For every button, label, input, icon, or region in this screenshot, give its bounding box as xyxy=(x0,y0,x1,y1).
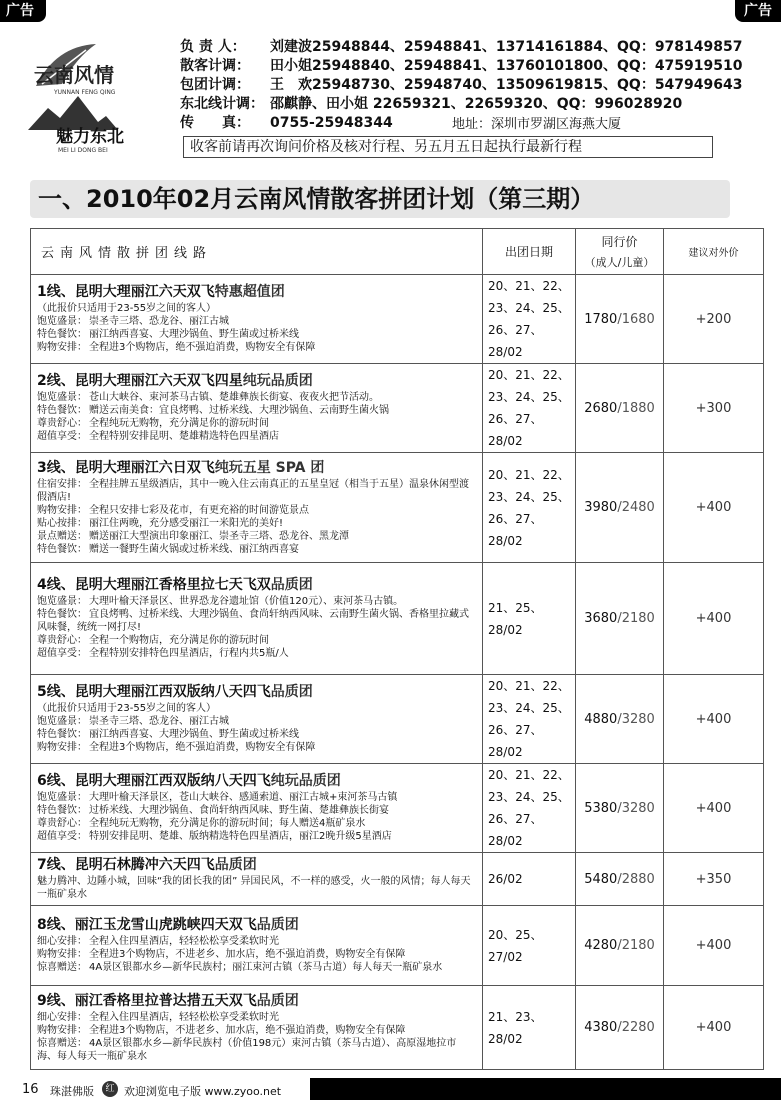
company-logo xyxy=(26,38,166,154)
contact-row-group: 包团计调： 王 欢25948730、25948740、13509619815、QQ：547949643 xyxy=(180,77,743,93)
route-title: 5线、昆明大理丽江西双版纳八天四飞品质团 xyxy=(37,684,313,700)
address: 地址：深圳市罗湖区海燕大厦 xyxy=(452,117,622,132)
route-detail-line: 景点赠送： 赠送丽江大型演出印象丽江、崇圣寺三塔、恐龙谷、黑龙潭 xyxy=(37,530,349,542)
trade-price: 5480/2880 xyxy=(576,853,664,906)
trade-price: 2680/1880 xyxy=(576,364,664,453)
route-title: 6线、昆明大理丽江西双版纳八天四飞纯玩品质团 xyxy=(37,773,341,789)
route-cell xyxy=(31,906,483,986)
route-detail-line: 特色餐饮： 赠送云南美食：宜良烤鸭、过桥米线、大理沙锅鱼、云南野生菌火锅 xyxy=(37,405,389,416)
departure-dates: 21、23、28/02 xyxy=(483,986,576,1070)
route-detail-line: 住宿安排： 全程挂牌五星级酒店，其中一晚入住云南真正的五星皇冠（相当于五星）温泉休闲型渡假酒店! xyxy=(37,478,469,503)
footer-bar xyxy=(310,1078,781,1100)
route-cell xyxy=(31,853,483,906)
route-detail-line: 细心安排： 全程入住四星酒店，轻轻松松享受柔软时光 xyxy=(37,1011,279,1023)
route-detail-line: 购物安排： 全程只安排七彩及花市，有更充裕的时间游览景点 xyxy=(37,504,309,516)
route-cell xyxy=(31,675,483,764)
departure-dates: 26/02 xyxy=(483,853,576,906)
suggested-markup: +350 xyxy=(664,853,764,906)
table-row xyxy=(31,364,764,453)
route-detail-line: 饱览盛景： 苍山大峡谷、束河茶马古镇、楚雄彝族长街宴、夜夜火把节活动。 xyxy=(37,392,379,403)
contact-row-fax: 传 真： 0755-25948344 xyxy=(180,115,393,131)
route-title: 3线、昆明大理丽江六日双飞纯玩五星 SPA 团 xyxy=(37,459,325,476)
table-row xyxy=(31,675,764,764)
route-note: （此报价只适用于23-55岁之间的客人） xyxy=(37,303,217,314)
departure-dates: 20、25、27/02 xyxy=(483,906,576,986)
route-detail-line: 尊贵舒心： 全程纯玩无购物，充分满足你的游玩时间 xyxy=(37,418,269,429)
footer-brand: 珠湛佛版 xyxy=(50,1085,94,1098)
contact-row-northeast: 东北线计调： 邵麒静、田小姐 22659321、22659320、QQ：996028920 xyxy=(180,96,683,112)
main-title: 一、2010年02月云南风情散客拼团计划（第三期） xyxy=(30,180,730,218)
header-route: 云南风情散拼团线路 xyxy=(31,229,483,275)
route-detail-line: 购物安排： 全程进3个购物店，绝不强迫消费，购物安全有保障 xyxy=(37,742,316,753)
route-detail-line: 惊喜赠送： 4A景区银都水乡—新华民族村（价值198元）束河古镇（茶马古道）、高原湿地拉市海、每人每天一瓶矿泉水 xyxy=(37,1037,457,1062)
suggested-markup: +400 xyxy=(664,453,764,563)
route-detail-line: 尊贵舒心： 全程一个购物店，充分满足你的游玩时间 xyxy=(37,635,269,646)
route-cell xyxy=(31,764,483,853)
table-row xyxy=(31,906,764,986)
route-title: 1线、昆明大理丽江六天双飞特惠超值团 xyxy=(37,284,285,300)
suggested-markup: +200 xyxy=(664,275,764,364)
table-row xyxy=(31,563,764,675)
route-detail-line: 饱览盛景： 大理叶榆天泽景区、世界恐龙谷遗址馆（价值120元）、束河茶马古镇。 xyxy=(37,596,404,607)
logo-graphic xyxy=(26,38,166,154)
contact-row-individual: 散客计调： 田小姐25948840、25948841、13760101800、QQ：475919510 xyxy=(180,58,743,74)
route-detail-line: 尊贵舒心： 全程纯玩无购物，充分满足你的游玩时间；每人赠送4瓶矿泉水 xyxy=(37,818,366,829)
trade-price: 4280/2180 xyxy=(576,906,664,986)
route-detail-line: 惊喜赠送： 4A景区银都水乡—新华民族村；丽江束河古镇（茶马古道）每人每天一瓶矿泉水 xyxy=(37,962,443,973)
route-detail-line: 特色餐饮： 过桥米线、大理沙锅鱼、食尚轩纳西风味、野生菌、楚雄彝族长街宴 xyxy=(37,805,389,816)
route-title: 7线、昆明石林腾冲六天四飞品质团 xyxy=(37,857,257,873)
trade-price: 5380/3280 xyxy=(576,764,664,853)
table-header-row xyxy=(31,229,764,275)
departure-dates: 21、25、28/02 xyxy=(483,563,576,675)
header-price: 同行价 （成人/儿童） xyxy=(576,229,664,275)
route-detail-line: 购物安排： 全程进3个购物店，不进老乡、加水店，绝不强迫消费，购物安全有保障 xyxy=(37,1024,406,1036)
route-detail-line: 饱览盛景： 崇圣寺三塔、恐龙谷、丽江古城 xyxy=(37,716,229,727)
trade-price: 4880/3280 xyxy=(576,675,664,764)
route-note: （此报价只适用于23-55岁之间的客人） xyxy=(37,703,217,714)
route-detail-line: 特色餐饮： 赠送一餐野生菌火锅或过桥米线、丽江纳西喜宴 xyxy=(37,543,299,555)
logo-brand: 云南风情 xyxy=(34,63,114,87)
route-detail-line: 特色餐饮： 宜良烤鸭、过桥米线、大理沙锅鱼、食尚轩纳西风味、云南野生菌火锅、香格里拉藏式风味餐，统统一网打尽! xyxy=(37,609,469,633)
contact-row-manager: 负 责 人： 刘建波25948844、25948841、13714161884、QQ：978149857 xyxy=(180,39,743,55)
table-row xyxy=(31,764,764,853)
suggested-markup: +400 xyxy=(664,563,764,675)
route-detail-line: 魅力腾冲、边陲小城，回味“我的团长我的团” 异国民风，不一样的感受，火一般的风情；每人每天一瓶矿泉水 xyxy=(37,876,471,900)
trade-price: 3980/2480 xyxy=(576,453,664,563)
tour-plan-table xyxy=(30,228,764,1070)
route-detail-line: 购物安排： 全程进3个购物店，不进老乡、加水店，绝不强迫消费，购物安全有保障 xyxy=(37,949,406,960)
logo-brand-pinyin: YUNNAN FENG QING xyxy=(54,89,116,96)
table-row xyxy=(31,453,764,563)
route-detail-line: 特色餐饮： 丽江纳西喜宴、大理沙锅鱼、野生菌或过桥米线 xyxy=(37,729,299,740)
route-detail-line: 贴心按排： 丽江住两晚，充分感受丽江一米阳光的美好! xyxy=(37,517,284,529)
route-title: 2线、昆明大理丽江六天双飞四星纯玩品质团 xyxy=(37,373,313,389)
route-cell xyxy=(31,563,483,675)
route-detail-line: 超值享受： 全程特别安排特色四星酒店，行程内共5瓶/人 xyxy=(37,648,289,659)
suggested-markup: +400 xyxy=(664,764,764,853)
departure-dates: 20、21、22、23、24、25、26、27、28/02 xyxy=(483,275,576,364)
departure-dates: 20、21、22、23、24、25、26、27、28/02 xyxy=(483,364,576,453)
footer-badge: 红 xyxy=(102,1081,118,1097)
logo-sub: 魅力东北 xyxy=(56,127,124,147)
trade-price: 1780/1680 xyxy=(576,275,664,364)
suggested-markup: +300 xyxy=(664,364,764,453)
departure-dates: 20、21、22、23、24、25、26、27、28/02 xyxy=(483,453,576,563)
ad-tag-right: 广告 xyxy=(735,0,781,22)
page-number: 16 xyxy=(22,1082,39,1097)
page-footer xyxy=(0,1078,781,1100)
table-row xyxy=(31,853,764,906)
route-title: 8线、丽江玉龙雪山虎跳峡四天双飞品质团 xyxy=(37,917,299,933)
route-detail-line: 饱览盛景： 崇圣寺三塔、恐龙谷、丽江古城 xyxy=(37,316,229,327)
route-cell xyxy=(31,364,483,453)
route-detail-line: 细心安排： 全程入住四星酒店，轻轻松松享受柔软时光 xyxy=(37,936,279,947)
table-row xyxy=(31,275,764,364)
suggested-markup: +400 xyxy=(664,986,764,1070)
notice-box: 收客前请再次询问价格及核对行程、另五月五日起执行最新行程 xyxy=(183,136,713,158)
table-row xyxy=(31,986,764,1070)
route-detail-line: 购物安排： 全程进3个购物店，绝不强迫消费，购物安全有保障 xyxy=(37,342,316,353)
route-cell xyxy=(31,453,483,563)
route-cell xyxy=(31,275,483,364)
route-detail-line: 超值享受： 全程特别安排昆明、楚雄精选特色四星酒店 xyxy=(37,431,279,442)
route-detail-line: 特色餐饮： 丽江纳西喜宴、大理沙锅鱼、野生菌或过桥米线 xyxy=(37,329,299,340)
route-detail-line: 超值享受： 特别安排昆明、楚雄、版纳精选特色四星酒店，丽江2晚升级5星酒店 xyxy=(37,831,392,842)
logo-sub-pinyin: MEI LI DONG BEI xyxy=(58,147,108,154)
trade-price: 3680/2180 xyxy=(576,563,664,675)
trade-price: 4380/2280 xyxy=(576,986,664,1070)
departure-dates: 20、21、22、23、24、25、26、27、28/02 xyxy=(483,764,576,853)
departure-dates: 20、21、22、23、24、25、26、27、28/02 xyxy=(483,675,576,764)
ad-tag-left: 广告 xyxy=(0,0,46,22)
route-title: 9线、丽江香格里拉普达措五天双飞品质团 xyxy=(37,992,299,1009)
route-detail-line: 饱览盛景： 大理叶榆天泽景区，苍山大峡谷、感通索道、丽江古城+束河茶马古镇 xyxy=(37,792,398,803)
footer-text: 欢迎浏览电子版 www.zyoo.net xyxy=(124,1085,282,1098)
header-dates: 出团日期 xyxy=(483,229,576,275)
suggested-markup: +400 xyxy=(664,675,764,764)
route-cell xyxy=(31,986,483,1070)
route-title: 4线、昆明大理丽江香格里拉七天飞双品质团 xyxy=(37,577,313,593)
header-suggest: 建议对外价 xyxy=(664,229,764,275)
suggested-markup: +400 xyxy=(664,906,764,986)
